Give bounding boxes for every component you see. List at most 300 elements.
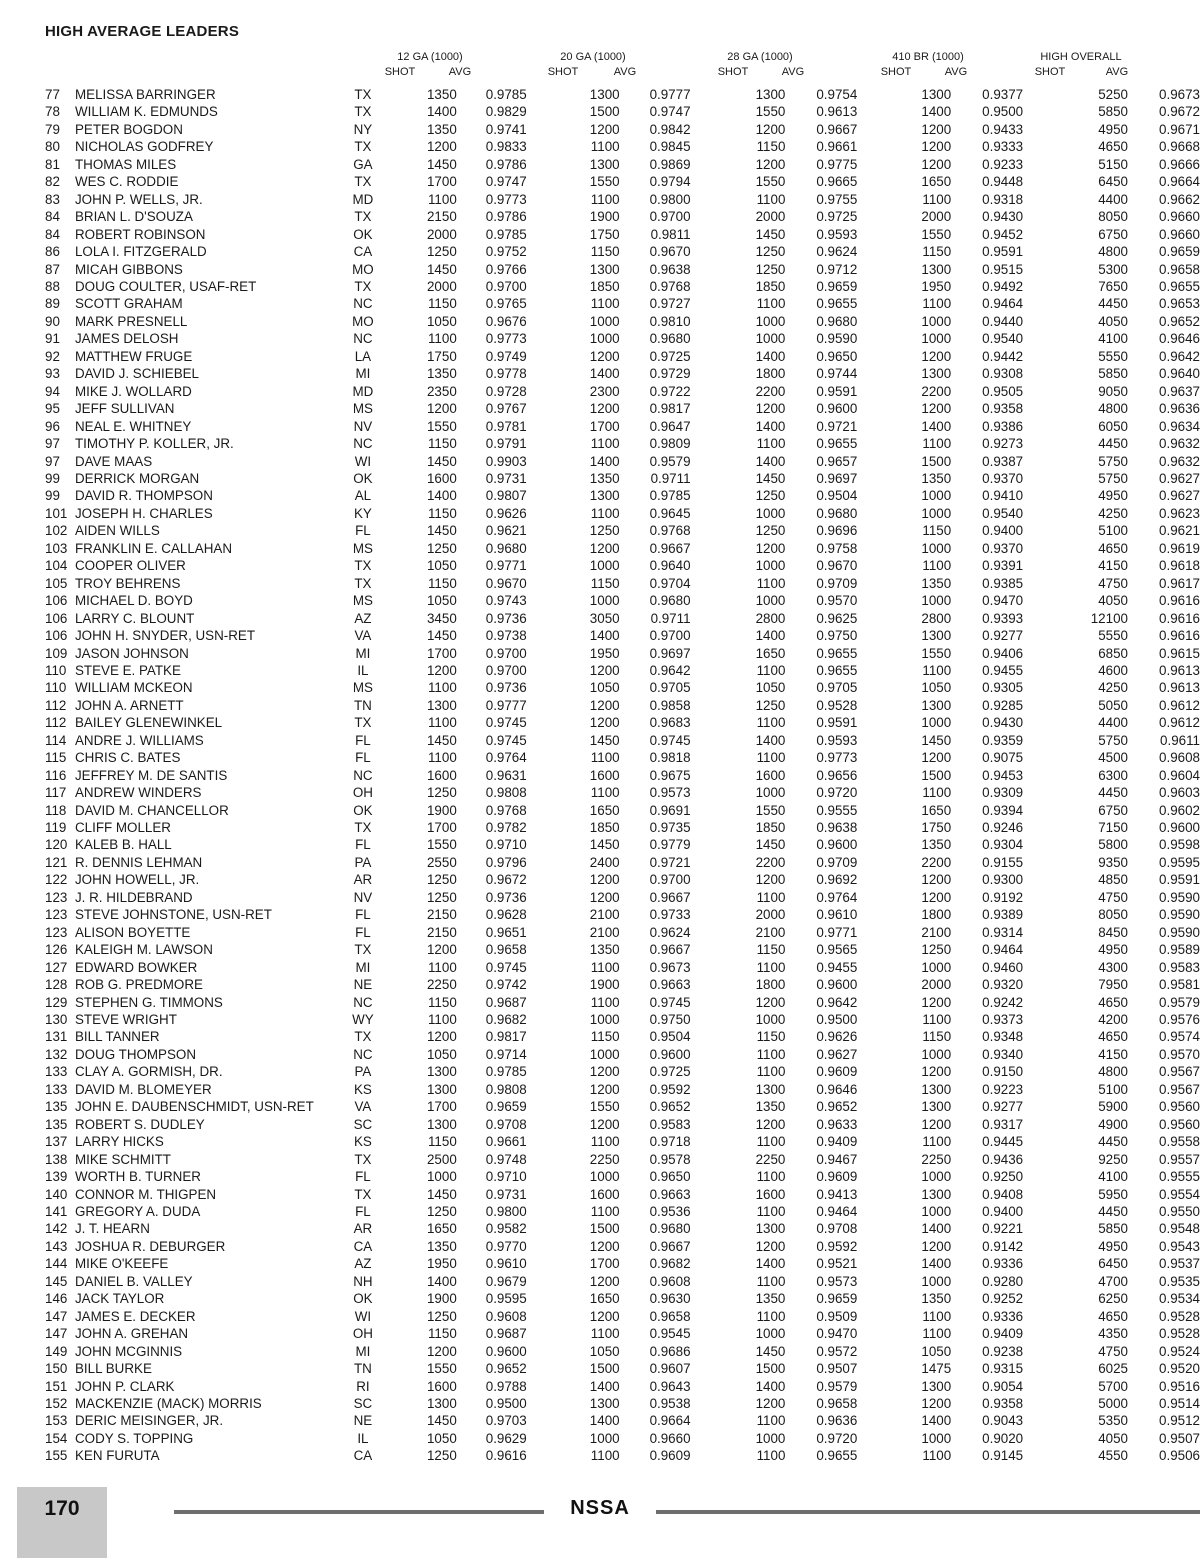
cell-shot-overall: 9250: [1098, 1151, 1128, 1167]
cell-avg-overall: 0.9636: [1159, 401, 1200, 417]
cell-shot-20ga: 1400: [589, 453, 620, 469]
cell-shot-12ga: 1250: [426, 540, 457, 556]
cell-avg-410br: 0.9221: [982, 1221, 1024, 1237]
cell-state: MS: [352, 401, 373, 417]
org-name: NSSA: [570, 1497, 630, 1519]
cell-name: KEN FURUTA: [74, 1448, 160, 1464]
cell-shot-20ga: 1550: [589, 174, 620, 190]
cell-avg-overall: 0.9653: [1159, 296, 1200, 312]
cell-shot-12ga: 1250: [426, 1308, 457, 1324]
sub-shot-12ga: SHOT: [384, 66, 416, 78]
cell-name: CODY S. TOPPING: [74, 1430, 194, 1446]
cell-avg-20ga: 0.9583: [649, 1116, 691, 1132]
cell-rank: 132: [45, 1046, 68, 1062]
table-row: [45, 1378, 1200, 1395]
cell-state: NE: [353, 1413, 373, 1429]
cell-shot-overall: 4650: [1098, 139, 1128, 155]
cell-shot-20ga: 1100: [590, 296, 620, 312]
cell-shot-410br: 1300: [921, 1378, 952, 1394]
cell-rank: 101: [45, 505, 68, 521]
table-row: [45, 941, 1200, 958]
cell-shot-overall: 5750: [1098, 453, 1128, 469]
cell-avg-20ga: 0.9858: [649, 697, 691, 713]
cell-shot-overall: 5550: [1098, 628, 1128, 644]
cell-avg-overall: 0.9560: [1159, 1099, 1200, 1115]
cell-avg-20ga: 0.9785: [649, 488, 691, 504]
cell-shot-28ga: 2250: [755, 1151, 786, 1167]
cell-shot-20ga: 1450: [589, 837, 620, 853]
cell-rank: 146: [45, 1291, 68, 1307]
cell-shot-12ga: 1200: [426, 139, 457, 155]
cell-shot-20ga: 1850: [589, 278, 620, 294]
cell-avg-28ga: 0.9655: [816, 1448, 858, 1464]
cell-avg-410br: 0.9273: [982, 436, 1024, 452]
cell-shot-overall: 4450: [1098, 1204, 1128, 1219]
cell-name: MATTHEW FRUGE: [74, 348, 193, 364]
cell-avg-20ga: 0.9675: [649, 767, 691, 783]
cell-shot-410br: 1200: [921, 872, 952, 888]
cell-avg-overall: 0.9642: [1159, 348, 1200, 364]
cell-avg-overall: 0.9603: [1159, 785, 1200, 801]
cell-avg-20ga: 0.9647: [649, 418, 691, 434]
cell-avg-28ga: 0.9600: [816, 837, 858, 853]
cell-avg-20ga: 0.9670: [649, 244, 691, 260]
cell-shot-12ga: 1550: [426, 1361, 457, 1377]
cell-avg-28ga: 0.9657: [816, 453, 858, 469]
cell-shot-overall: 5150: [1098, 156, 1128, 172]
cell-shot-410br: 1150: [922, 523, 952, 539]
cell-shot-20ga: 1000: [589, 1169, 620, 1185]
sub-avg-410br: AVG: [944, 66, 968, 78]
cell-avg-20ga: 0.9809: [649, 436, 691, 452]
cell-avg-12ga: 0.9708: [485, 1116, 527, 1132]
cell-avg-410br: 0.9309: [982, 785, 1024, 801]
cell-avg-overall: 0.9548: [1159, 1221, 1200, 1237]
cell-avg-410br: 0.9385: [982, 575, 1024, 591]
cell-avg-overall: 0.9666: [1159, 156, 1200, 172]
cell-avg-410br: 0.9233: [982, 156, 1024, 172]
cell-shot-410br: 1100: [922, 558, 952, 574]
cell-shot-overall: 6450: [1098, 174, 1128, 190]
cell-avg-410br: 0.9430: [982, 209, 1024, 225]
cell-name: MACKENZIE (MACK) MORRIS: [74, 1395, 262, 1411]
cell-shot-overall: 12100: [1090, 610, 1128, 626]
cell-avg-overall: 0.9660: [1159, 226, 1200, 242]
cell-avg-28ga: 0.9709: [816, 854, 858, 870]
cell-avg-overall: 0.9611: [1160, 732, 1200, 748]
cell-state: FL: [355, 1169, 371, 1185]
cell-rank: 121: [45, 854, 68, 870]
cell-avg-410br: 0.9238: [982, 1343, 1024, 1359]
cell-avg-12ga: 0.9785: [485, 226, 527, 242]
cell-avg-overall: 0.9512: [1159, 1413, 1200, 1429]
table-row: [45, 575, 1200, 592]
table-row: [45, 1116, 1200, 1133]
cell-avg-410br: 0.9358: [982, 401, 1024, 417]
cell-avg-28ga: 0.9754: [816, 87, 858, 102]
cell-shot-410br: 1350: [921, 837, 952, 853]
cell-shot-20ga: 1350: [589, 942, 620, 958]
cell-name: JACK TAYLOR: [74, 1291, 165, 1307]
cell-shot-28ga: 1200: [755, 872, 786, 888]
cell-avg-410br: 0.9436: [982, 1151, 1024, 1167]
cell-shot-12ga: 1150: [427, 436, 457, 452]
cell-rank: 102: [45, 523, 68, 539]
cell-state: NH: [353, 1273, 373, 1289]
cell-avg-28ga: 0.9771: [816, 924, 858, 940]
cell-avg-410br: 0.9464: [982, 296, 1024, 312]
cell-avg-12ga: 0.9786: [485, 156, 527, 172]
cell-shot-overall: 6450: [1098, 1256, 1128, 1272]
cell-rank: 104: [45, 558, 68, 574]
cell-name: LOLA I. FITZGERALD: [74, 244, 207, 260]
cell-name: WES C. RODDIE: [74, 174, 179, 190]
cell-state: FL: [355, 523, 371, 539]
cell-avg-28ga: 0.9500: [816, 1012, 858, 1028]
cell-avg-overall: 0.9576: [1159, 1012, 1200, 1028]
cell-rank: 135: [45, 1116, 68, 1132]
cell-shot-20ga: 1100: [590, 191, 620, 207]
cell-rank: 79: [45, 121, 60, 137]
table-row: [45, 1220, 1200, 1237]
cell-avg-20ga: 0.9794: [649, 174, 691, 190]
cell-name: BILL TANNER: [74, 1029, 160, 1045]
cell-shot-20ga: 1550: [589, 1099, 620, 1115]
table-row: [45, 383, 1200, 400]
cell-name: J. R. HILDEBRAND: [74, 889, 193, 905]
cell-avg-410br: 0.9442: [982, 348, 1024, 364]
cell-avg-12ga: 0.9628: [485, 907, 527, 923]
cell-avg-28ga: 0.9565: [816, 942, 858, 958]
cell-shot-28ga: 1200: [755, 1116, 786, 1132]
cell-avg-410br: 0.9348: [982, 1029, 1024, 1045]
cell-shot-410br: 1400: [921, 1256, 952, 1272]
cell-name: THOMAS MILES: [74, 156, 177, 172]
cell-shot-410br: 1000: [921, 959, 952, 975]
cell-avg-12ga: 0.9595: [485, 1291, 527, 1307]
cell-name: CLAY A. GORMISH, DR.: [74, 1064, 223, 1080]
cell-name: DAVID M. CHANCELLOR: [74, 802, 229, 818]
cell-avg-overall: 0.9567: [1159, 1081, 1200, 1097]
cell-shot-28ga: 1000: [755, 313, 786, 329]
cell-avg-12ga: 0.9626: [485, 505, 527, 521]
cell-state: FL: [355, 837, 371, 853]
cell-avg-410br: 0.9280: [982, 1273, 1024, 1289]
cell-avg-28ga: 0.9697: [816, 470, 858, 486]
cell-avg-12ga: 0.9764: [485, 750, 527, 766]
cell-avg-12ga: 0.9703: [485, 1413, 527, 1429]
cell-shot-12ga: 1400: [426, 104, 457, 120]
cell-state: TX: [354, 715, 372, 731]
table-row: [45, 435, 1200, 452]
cell-rank: 128: [45, 977, 68, 993]
cell-shot-410br: 1500: [921, 453, 952, 469]
cell-shot-12ga: 1400: [426, 488, 457, 504]
cell-shot-overall: 5550: [1098, 348, 1128, 364]
cell-shot-12ga: 1200: [426, 1343, 457, 1359]
cell-avg-12ga: 0.9745: [485, 959, 527, 975]
table-row: [45, 295, 1200, 312]
cell-name: NICHOLAS GODFREY: [74, 139, 214, 155]
cell-avg-20ga: 0.9735: [649, 820, 691, 836]
table-row: [45, 1063, 1200, 1080]
cell-shot-20ga: 1050: [589, 680, 620, 696]
cell-name: BAILEY GLENEWINKEL: [74, 715, 223, 731]
cell-avg-overall: 0.9574: [1159, 1029, 1200, 1045]
cell-name: MIKE O'KEEFE: [74, 1256, 169, 1272]
table-row: [45, 1011, 1200, 1028]
cell-shot-410br: 1200: [921, 121, 952, 137]
cell-shot-28ga: 1100: [756, 889, 786, 905]
cell-rank: 94: [45, 383, 60, 399]
cell-rank: 147: [45, 1308, 68, 1324]
cell-shot-410br: 1100: [922, 662, 952, 678]
table-row: [45, 365, 1200, 382]
cell-shot-28ga: 1400: [755, 418, 786, 434]
cell-rank: 122: [45, 872, 68, 888]
cell-shot-28ga: 2000: [755, 209, 786, 225]
cell-shot-20ga: 1200: [589, 1081, 620, 1097]
table-row: [45, 505, 1200, 522]
cell-shot-overall: 4250: [1098, 680, 1128, 696]
cell-avg-12ga: 0.9749: [485, 348, 527, 364]
cell-name: DOUG THOMPSON: [74, 1046, 197, 1062]
cell-avg-410br: 0.9142: [982, 1238, 1024, 1254]
cell-avg-20ga: 0.9650: [649, 1169, 691, 1185]
cell-avg-410br: 0.9315: [982, 1361, 1024, 1377]
cell-avg-28ga: 0.9720: [816, 785, 858, 801]
cell-state: FL: [355, 750, 371, 766]
cell-avg-410br: 0.9492: [982, 278, 1024, 294]
cell-avg-12ga: 0.9679: [485, 1273, 527, 1289]
cell-shot-12ga: 1100: [427, 680, 457, 696]
cell-avg-20ga: 0.9667: [649, 1238, 691, 1254]
cell-shot-20ga: 1400: [589, 1413, 620, 1429]
cell-avg-overall: 0.9528: [1159, 1308, 1200, 1324]
cell-avg-overall: 0.9655: [1159, 278, 1200, 294]
cell-avg-overall: 0.9598: [1159, 837, 1200, 853]
cell-name: ANDREW WINDERS: [74, 785, 202, 801]
cell-shot-12ga: 1250: [426, 244, 457, 260]
page-number: 170: [44, 1497, 80, 1520]
cell-rank: 86: [45, 244, 60, 260]
cell-rank: 80: [45, 139, 60, 155]
cell-shot-410br: 1200: [921, 1064, 952, 1080]
cell-shot-410br: 1200: [921, 139, 952, 155]
cell-name: LARRY C. BLOUNT: [74, 610, 195, 626]
cell-shot-20ga: 1200: [589, 1116, 620, 1132]
cell-shot-20ga: 1850: [589, 820, 620, 836]
cell-shot-410br: 1200: [921, 348, 952, 364]
cell-rank: 118: [45, 802, 67, 818]
cell-rank: 131: [45, 1029, 68, 1045]
cell-avg-28ga: 0.9646: [816, 1081, 858, 1097]
cell-avg-28ga: 0.9652: [816, 1099, 858, 1115]
table-row: [45, 121, 1200, 138]
cell-avg-410br: 0.9408: [982, 1186, 1024, 1202]
cell-shot-28ga: 1100: [756, 296, 786, 312]
cell-shot-12ga: 2150: [426, 924, 457, 940]
cell-avg-overall: 0.9608: [1159, 750, 1200, 766]
cell-shot-28ga: 1300: [755, 1221, 786, 1237]
cell-shot-12ga: 1200: [426, 662, 457, 678]
cell-name: DANIEL B. VALLEY: [74, 1273, 193, 1289]
column-sub-headers: [0, 66, 1200, 80]
cell-avg-overall: 0.9621: [1159, 523, 1200, 539]
cell-name: GREGORY A. DUDA: [74, 1204, 201, 1219]
cell-state: KS: [353, 1081, 372, 1097]
cell-shot-410br: 1400: [921, 1221, 952, 1237]
cell-rank: 97: [45, 436, 60, 452]
cell-avg-20ga: 0.9683: [649, 715, 691, 731]
cell-name: DAVID R. THOMPSON: [74, 488, 213, 504]
table-row: [45, 540, 1200, 557]
cell-shot-410br: 1000: [921, 1430, 952, 1446]
cell-avg-28ga: 0.9775: [816, 156, 858, 172]
cell-shot-overall: 4100: [1098, 331, 1128, 347]
cell-shot-20ga: 1100: [590, 1448, 620, 1464]
cell-state: NC: [353, 296, 373, 312]
cell-name: BILL BURKE: [74, 1361, 152, 1377]
cell-shot-28ga: 1100: [756, 1064, 786, 1080]
cell-shot-overall: 4400: [1098, 715, 1128, 731]
cell-rank: 88: [45, 278, 60, 294]
cell-shot-overall: 7950: [1098, 977, 1128, 993]
cell-avg-410br: 0.9304: [982, 837, 1024, 853]
cell-shot-410br: 1000: [921, 331, 952, 347]
cell-shot-12ga: 1250: [426, 1204, 457, 1219]
cell-shot-12ga: 1200: [426, 1029, 457, 1045]
cell-state: TX: [354, 942, 372, 958]
cell-name: JEFF SULLIVAN: [74, 401, 175, 417]
cell-shot-overall: 4650: [1098, 540, 1128, 556]
cell-shot-410br: 1100: [922, 436, 952, 452]
cell-avg-28ga: 0.9590: [816, 331, 858, 347]
cell-shot-410br: 2800: [921, 610, 952, 626]
cell-avg-12ga: 0.9736: [485, 889, 527, 905]
cell-rank: 147: [45, 1326, 68, 1342]
cell-avg-410br: 0.9409: [982, 1326, 1024, 1342]
footer-rule-left: [174, 1510, 544, 1514]
cell-shot-20ga: 1100: [590, 1134, 620, 1150]
page-footer: [0, 1487, 1200, 1558]
cell-avg-410br: 0.9277: [982, 1099, 1024, 1115]
cell-shot-410br: 1200: [921, 401, 952, 417]
cell-shot-20ga: 1200: [589, 662, 620, 678]
cell-shot-overall: 6750: [1098, 226, 1128, 242]
cell-shot-12ga: 1350: [426, 121, 457, 137]
cell-shot-20ga: 1200: [589, 1308, 620, 1324]
cell-state: FL: [355, 924, 371, 940]
cell-shot-20ga: 1200: [589, 697, 620, 713]
cell-shot-20ga: 1300: [589, 1395, 620, 1411]
cell-avg-410br: 0.9252: [982, 1291, 1024, 1307]
cell-avg-28ga: 0.9655: [816, 662, 858, 678]
cell-avg-overall: 0.9520: [1159, 1361, 1200, 1377]
cell-name: STEVE WRIGHT: [74, 1012, 177, 1028]
cell-avg-overall: 0.9646: [1159, 331, 1200, 347]
cell-shot-12ga: 1100: [427, 1012, 457, 1028]
cell-avg-28ga: 0.9692: [816, 872, 858, 888]
cell-shot-20ga: 1600: [589, 767, 620, 783]
cell-shot-28ga: 1600: [755, 767, 786, 783]
cell-rank: 145: [45, 1273, 68, 1289]
cell-rank: 141: [45, 1204, 68, 1219]
cell-avg-28ga: 0.9655: [816, 436, 858, 452]
cell-shot-20ga: 1450: [589, 732, 620, 748]
cell-name: WILLIAM K. EDMUNDS: [74, 104, 218, 120]
cell-shot-410br: 1000: [921, 593, 952, 609]
cell-avg-12ga: 0.9829: [485, 104, 527, 120]
cell-shot-410br: 1250: [921, 942, 952, 958]
cell-state: MI: [355, 959, 371, 975]
cell-shot-410br: 1400: [921, 418, 952, 434]
cell-rank: 142: [45, 1221, 68, 1237]
cell-state: TX: [354, 558, 372, 574]
cell-rank: 152: [45, 1395, 68, 1411]
cell-avg-410br: 0.9192: [982, 889, 1024, 905]
cell-shot-20ga: 1200: [589, 348, 620, 364]
table-row: [45, 1098, 1200, 1115]
cell-avg-410br: 0.9460: [982, 959, 1024, 975]
cell-avg-overall: 0.9589: [1159, 942, 1200, 958]
cell-avg-28ga: 0.9773: [816, 750, 858, 766]
cell-name: ANDRE J. WILLIAMS: [74, 732, 204, 748]
cell-rank: 109: [45, 645, 68, 661]
cell-name: CLIFF MOLLER: [74, 820, 171, 836]
cell-avg-20ga: 0.9810: [649, 313, 691, 329]
cell-shot-410br: 1150: [922, 1029, 952, 1045]
cell-avg-28ga: 0.9744: [816, 366, 858, 382]
cell-rank: 115: [45, 750, 67, 766]
cell-state: FL: [355, 1204, 371, 1219]
cell-shot-overall: 4250: [1098, 505, 1128, 521]
table-row: [45, 313, 1200, 330]
cell-shot-410br: 1450: [921, 732, 952, 748]
header-high-overall: HIGH OVERALL: [1040, 51, 1122, 63]
cell-shot-28ga: 1850: [755, 820, 786, 836]
cell-shot-12ga: 1100: [427, 715, 457, 731]
cell-shot-overall: 7150: [1098, 820, 1128, 836]
cell-shot-12ga: 1450: [426, 1186, 457, 1202]
cell-shot-28ga: 1000: [755, 558, 786, 574]
cell-shot-12ga: 1250: [426, 785, 457, 801]
cell-avg-12ga: 0.9748: [485, 1151, 527, 1167]
cell-name: SCOTT GRAHAM: [74, 296, 183, 312]
cell-shot-28ga: 1450: [755, 470, 786, 486]
cell-shot-overall: 5950: [1098, 1186, 1128, 1202]
cell-avg-20ga: 0.9642: [649, 662, 691, 678]
table-row: [45, 994, 1200, 1011]
cell-avg-12ga: 0.9800: [485, 1204, 527, 1219]
table-row: [45, 1151, 1200, 1168]
cell-shot-overall: 9050: [1098, 383, 1128, 399]
cell-name: WILLIAM MCKEON: [74, 680, 193, 696]
cell-avg-overall: 0.9604: [1159, 767, 1200, 783]
cell-shot-12ga: 1450: [426, 628, 457, 644]
cell-shot-410br: 1100: [922, 1326, 952, 1342]
cell-avg-12ga: 0.9714: [485, 1046, 527, 1062]
cell-avg-overall: 0.9602: [1159, 802, 1200, 818]
cell-avg-12ga: 0.9743: [485, 593, 527, 609]
cell-shot-28ga: 1400: [755, 1378, 786, 1394]
cell-avg-20ga: 0.9536: [649, 1204, 691, 1219]
cell-shot-overall: 6050: [1098, 418, 1128, 434]
cell-avg-20ga: 0.9777: [649, 87, 691, 102]
cell-avg-410br: 0.9358: [982, 1395, 1024, 1411]
cell-rank: 119: [45, 820, 67, 836]
cell-avg-410br: 0.9464: [982, 942, 1024, 958]
